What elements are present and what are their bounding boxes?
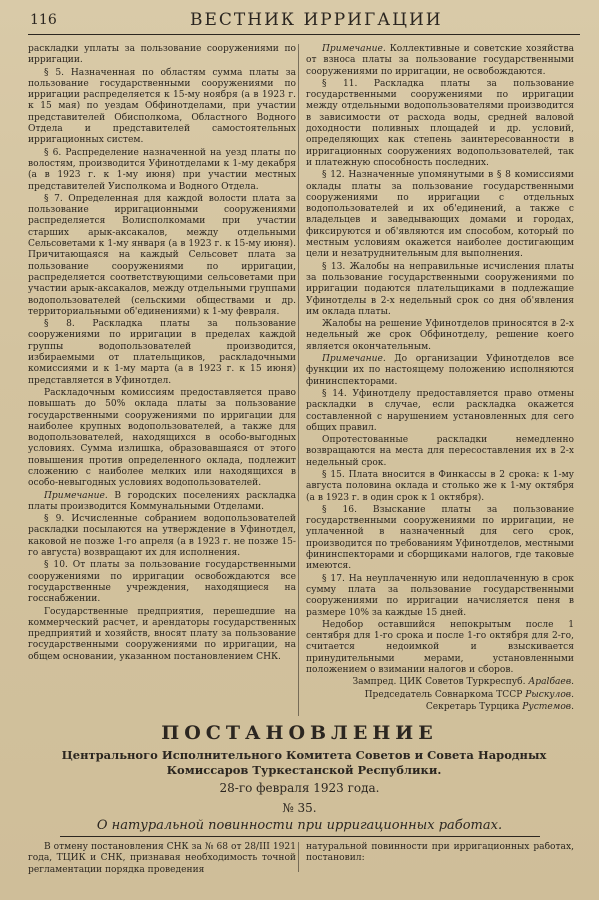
text-paragraph: § 14. Уфинотделу предоставляется право отмены раскладки в случае, если раскладка окажется составленной с нарушением установленных для сего общих правил. — [306, 388, 574, 433]
bottom-right-column — [306, 842, 574, 894]
decree-subtitle: Центрального Исполнительного Комитета Советов и Совета Народных Комиссаров Туркестанской Республики. — [61, 748, 547, 777]
text-paragraph: § 8. Раскладка платы за пользование сооружениями по ирригации в пределах каждой группы водопользователей производится, избираемыми от плательщиков, раскладочными комиссиями и к 1-му марта (а в 1923 г. к 15 июня) представляется в Уфинотдел. — [28, 319, 296, 386]
text-paragraph: Жалобы на решение Уфинотделов приносятся в 2-х недельный же срок Обфинотделу, решение коего является окончательным. — [306, 319, 574, 352]
header-rule — [28, 34, 580, 35]
decree-topic: О натуральной повинности при ирригационных работах. — [96, 818, 503, 833]
signatory-name: Арalбаев. — [528, 677, 574, 688]
text-paragraph: Недобор оставшийся непокрытым после 1 сентября для 1-го срока и после 1-го октября для 2-го, считается недоимкой и взыскивается принудительными мерами, установленными положением о взимании налогов и сборов. — [306, 619, 574, 676]
text-paragraph: § 12. Назначенные упомянутыми в § 8 комиссиями оклады платы за пользование государственными сооружениями по ирригации с отдельных водопользователей и их об'единений, а также с владельцев и заведывающих домами и городах, фиксируются и об'являются им способом, который по местным условиям окажется наиболее достигающим цели и незатруднительным для выполнения. — [306, 170, 574, 260]
decree-intro-paragraph: В отмену постановления СНК за № 68 от 28/III 1921 года, ТЦИК и СНК, признавая необходимость точной регламентации порядка проведения — [28, 842, 296, 875]
bottom-column-divider — [298, 842, 299, 872]
signatory-name: Рыскулов. — [525, 689, 574, 700]
signature-line: Секретарь Турцика Рустемов. — [425, 701, 574, 712]
decree-number: № 35. — [282, 801, 317, 815]
text-paragraph: § 15. Плата вносится в Финкассы в 2 срока: к 1-му августа половина оклада и столько же к 1-му октября (а в 1923 г. в один срок к 1 октября). — [306, 469, 574, 503]
text-paragraph: Примечание. Коллективные и советские хозяйства от взноса платы за пользование государственными сооружениями по ирригации, не освобождаются. — [306, 44, 574, 77]
text-paragraph: Раскладочным комиссиям предоставляется право повышать до 50% оклада платы за пользование государственными сооружениями по ирригации для наиболее крупных водопользователей, а также для водопользователей, находящихся в особо-выгодных условиях. Сумма излишка, образовавшаяся от этого повышения против определенного оклада, подлежит сложению с наиболее мелких или находящихся в особо-невыгодных условиях водопользователей. — [28, 387, 296, 489]
journal-title: ВЕСТНИК ИРРИГАЦИИ — [190, 10, 443, 30]
text-paragraph: § 17. На неуплаченную или недоплаченную в срок сумму плата за пользование государственными сооружениями по ирригации начисляется пеня в размере 10% за каждые 15 дней. — [306, 573, 574, 618]
note-label: Примечание. — [322, 354, 386, 365]
bottom-left-column — [28, 842, 296, 894]
decree-rule — [60, 836, 540, 837]
decree-title: ПОСТАНОВЛЕНИЕ — [161, 722, 438, 744]
text-paragraph: раскладки уплаты за пользование сооружениями по ирригации. — [28, 44, 296, 66]
text-paragraph: § 11. Раскладка платы за пользование государственными сооружениями по ирригации между отдельными водопользователями производится в зависимости от расхода воды, средней валовой доходности поливных площадей и др. условий, определяющих как степень заинтересованности в ирригационных сооружениях водопользователей, так и платежную способность последних. — [306, 78, 574, 168]
signature-line: Председатель Совнаркома ТССР Рыскулов. — [364, 689, 574, 700]
text-paragraph: Примечание. До организации Уфинотделов все функции их по настоящему положению исполняются фининспекторами. — [306, 354, 574, 387]
text-paragraph: § 9. Исчисленные собранием водопользователей раскладки посылаются на утверждение в Уфинотдел, каковой не позже 1-го апреля (а в 1923 г. не позже 15-го августа) возвращают их для исполнения. — [28, 514, 296, 559]
left-text-column — [28, 44, 296, 716]
text-paragraph: § 13. Жалобы на неправильные исчисления платы за пользование государственными сооружениями по ирригации подаются плательщиками в подлежащие Уфинотделы в 2-х недельный срок со дня об'явления им оклада платы. — [306, 261, 574, 317]
page-number: 116 — [30, 12, 57, 28]
column-divider — [298, 44, 299, 716]
note-label: Примечание. — [44, 490, 108, 501]
text-paragraph: Государственные предприятия, перешедшие на коммерческий расчет, и арендаторы государственных предприятий и хозяйств, вносят плату за пользование государственными сооружениями по ирригации, на общем основании, указанном постановлением СНК. — [28, 606, 296, 662]
right-text-column — [306, 44, 574, 716]
text-paragraph: § 6. Распределение назначенной на уезд платы по волостям, производится Уфинотделами к 1-му декабря (а в 1923 г. к 1-му июня) при участии местных представителей Уисполкома и Водного Отдела. — [28, 147, 296, 192]
text-paragraph: § 7. Определенная для каждой волости плата за пользование ирригационными сооружениями распределяется Волисполкомами при участии старших арык-аксакалов, между отдельными Сельсоветами к 1-му января (а в 1923 г. к 15-му июня). Причитающаяся на каждый Сельсовет плата за пользование сооружениями по ирригации, распределяется соответствующими сельсоветами при участии арык-аксакалов, между отдельными группами водопользователей (сельскими обществами и др. территориальными об'единениями) к 1-му февраля. — [28, 193, 296, 317]
text-paragraph: Примечание. В городских поселениях раскладка платы производится Коммунальными Отделами. — [28, 490, 296, 512]
text-paragraph: § 10. От платы за пользование государственными сооружениями по ирригации освобождаются все государственные учреждения, находящиеся на госснабжении. — [28, 560, 296, 605]
signatory-name: Рустемов. — [522, 701, 574, 712]
decree-continuation-paragraph: натуральной повинности при ирригационных работах, постановил: — [306, 842, 574, 864]
text-paragraph: Опротестованные раскладки немедленно возвращаются на места для пересоставления их в 2-х недельный срок. — [306, 435, 574, 468]
signature-line: Зампред. ЦИК Советов Туркреспуб. Арalбаев. — [352, 677, 574, 688]
note-label: Примечание. — [322, 44, 386, 54]
text-paragraph: § 16. Взыскание платы за пользование государственными сооружениями по ирригации, не уплаченной в назначенный для сего срок, производится по требованиям Уфинотделов, местными фининспекторами и сборщиками налогов, где таковые имеются. — [306, 504, 574, 572]
text-paragraph: § 5. Назначенная по областям сумма платы за пользование государственными сооружениями по ирригации распределяется к 15-му ноября (а в 1923 г. к 15 мая) по уездам Обфинотделами, при участии представителей Обисполкома, Областного Водного Отдела и представителей самостоятельных ирригационных систем. — [28, 67, 296, 146]
decree-date: 28-го февраля 1923 года. — [219, 781, 380, 795]
